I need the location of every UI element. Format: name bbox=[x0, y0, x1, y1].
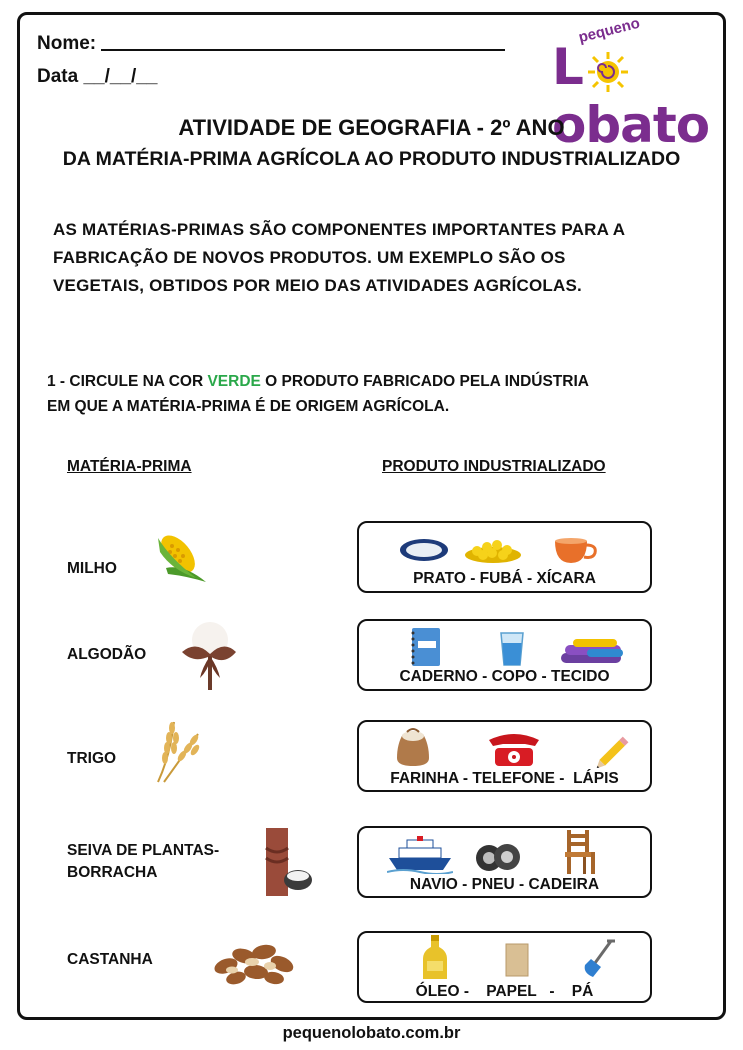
product-box-castanha[interactable] bbox=[357, 931, 652, 1003]
cup-icon bbox=[553, 535, 601, 565]
instruction-line-2: EM QUE A MATÉRIA-PRIMA É DE ORIGEM AGRÍCOLA. bbox=[47, 398, 450, 415]
plate-icon bbox=[399, 537, 449, 563]
intro-line: AS MATÉRIAS-PRIMAS SÃO COMPONENTES IMPORTANTES PARA A bbox=[53, 220, 626, 239]
logo-small-text: pequeno bbox=[576, 14, 642, 47]
pencil-icon bbox=[595, 732, 635, 768]
name-label: Nome: bbox=[37, 33, 97, 54]
intro-paragraph bbox=[53, 216, 713, 300]
product-box-trigo[interactable] bbox=[357, 720, 652, 792]
product-options-seiva: NAVIO - PNEU - CADEIRA bbox=[409, 876, 600, 893]
fabric-icon bbox=[557, 637, 627, 667]
product-box-algodao[interactable] bbox=[357, 619, 652, 691]
material-label-milho: MILHO bbox=[67, 560, 117, 577]
material-label-algodao: ALGODÃO bbox=[67, 646, 147, 663]
product-box-milho[interactable] bbox=[357, 521, 652, 593]
material-label-seiva bbox=[67, 840, 219, 884]
product-options-milho: PRATO - FUBÁ - XÍCARA bbox=[413, 570, 596, 587]
date-label: Data __/__/__ bbox=[37, 66, 158, 87]
page-subtitle: DA MATÉRIA-PRIMA AGRÍCOLA AO PRODUTO INDUSTRIALIZADO bbox=[62, 148, 681, 170]
material-label-seiva-line-1: SEIVA DE PLANTAS- bbox=[67, 842, 220, 859]
pequeno-lobato-logo bbox=[548, 14, 726, 154]
instruction-line-1: 1 - CIRCULE NA COR VERDE O PRODUTO FABRICADO PELA INDÚSTRIA bbox=[47, 373, 589, 390]
glass-icon bbox=[499, 631, 525, 667]
question-instruction bbox=[47, 369, 727, 419]
material-label-castanha: CASTANHA bbox=[67, 951, 153, 968]
paper-icon bbox=[505, 943, 529, 977]
brazil-nuts-icon bbox=[212, 938, 296, 988]
column-header-produto: PRODUTO INDUSTRIALIZADO bbox=[382, 458, 606, 475]
logo-main-text: Lobato bbox=[552, 38, 710, 154]
product-options-castanha: ÓLEO - PAPEL - PÁ bbox=[415, 983, 594, 1000]
fuba-icon bbox=[463, 535, 523, 563]
flour-sack-icon bbox=[393, 724, 433, 768]
product-options-algodao: CADERNO - COPO - TECIDO bbox=[399, 668, 610, 685]
ship-icon bbox=[387, 836, 453, 874]
cotton-icon bbox=[178, 620, 238, 692]
chair-icon bbox=[563, 830, 597, 874]
material-label-seiva-line-2: BORRACHA bbox=[67, 864, 158, 881]
verde-highlight: VERDE bbox=[207, 373, 261, 390]
material-label-trigo: TRIGO bbox=[67, 750, 117, 767]
date-field[interactable] bbox=[37, 66, 157, 88]
oil-bottle-icon bbox=[421, 935, 449, 981]
page-title: ATIVIDADE DE GEOGRAFIA - 2º ANO bbox=[178, 115, 565, 140]
column-header-materia-prima: MATÉRIA-PRIMA bbox=[67, 458, 192, 475]
rubber-tree-icon bbox=[262, 828, 314, 896]
shovel-icon bbox=[581, 939, 617, 979]
product-options-trigo: FARINHA - TELEFONE - LÁPIS bbox=[390, 770, 619, 787]
notebook-icon bbox=[409, 627, 441, 667]
footer-website[interactable]: pequenolobato.com.br bbox=[282, 1024, 461, 1042]
name-underline bbox=[101, 33, 505, 51]
wheat-icon bbox=[150, 716, 204, 784]
corn-icon bbox=[150, 528, 208, 584]
product-box-seiva[interactable] bbox=[357, 826, 652, 898]
telephone-icon bbox=[485, 732, 543, 768]
tire-icon bbox=[475, 842, 521, 872]
intro-line: VEGETAIS, OBTIDOS POR MEIO DAS ATIVIDADES AGRÍCOLAS. bbox=[53, 276, 582, 295]
name-field[interactable] bbox=[37, 33, 505, 55]
intro-line: FABRICAÇÃO DE NOVOS PRODUTOS. UM EXEMPLO SÃO OS bbox=[53, 248, 566, 267]
